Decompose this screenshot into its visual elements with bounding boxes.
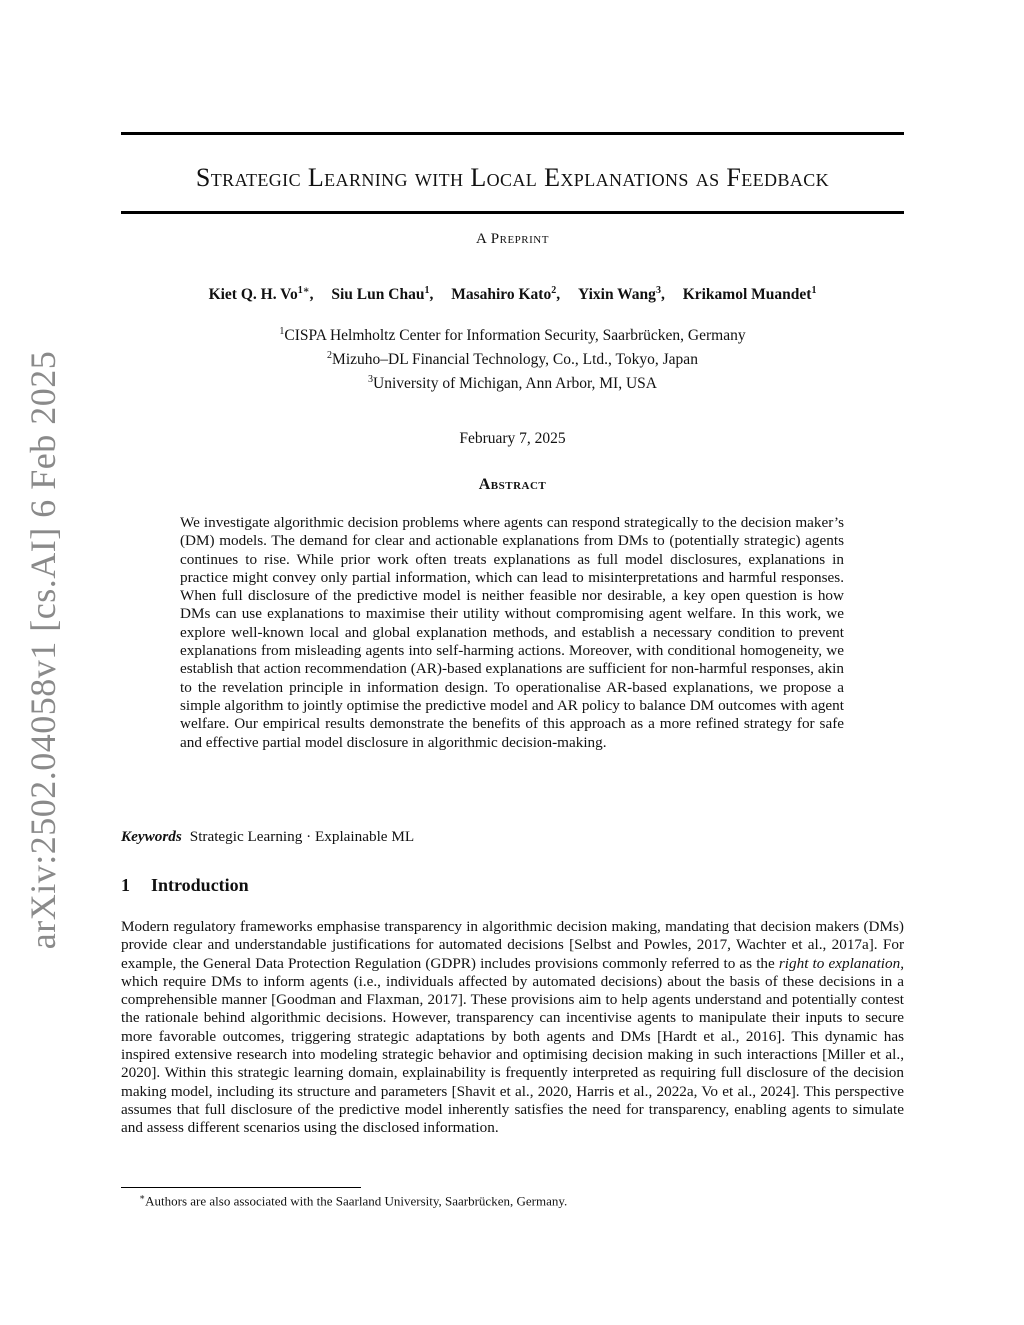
affiliation-mark: 1: [279, 326, 285, 337]
author: [683, 286, 817, 303]
footnote-mark: ∗: [139, 1192, 146, 1202]
author-mark: 1: [811, 285, 817, 296]
affiliation-text: CISPA Helmholtz Center for Information Security, Saarbrücken, Germany: [284, 327, 746, 345]
intro-text-part2: , which require DMs to inform agents (i.e., individuals affected by automated decisions) about the basis of these decisions in a comprehensible manner [Goodman and Flaxman, 2017]. These provisions aim to help agents understand and potentially contest the rationale behind algorithmic decisions. However, transparency can incentivise agents to manipulate their inputs to secure more favorable outcomes, triggering strategic adaptations by both agents and DMs [Hardt et al., 2016]. This dynamic has inspired extensive research into modeling strategic behavior and optimising decision making in such interactions [Miller et al., 2020]. Within this strategic learning domain, explainability is frequently interpreted as requiring full disclosure of the decision making model, including its structure and parameters [Shavit et al., 2020, Harris et al., 2022a, Vo et al., 2024]. This perspective assumes that full disclosure of the predictive model inherently satisfies the need for transparency, enabling agents to simulate and assess different scenarios using the disclosed information.: [121, 954, 904, 1137]
affiliation-mark: 3: [368, 374, 374, 386]
affiliation-mark: 2: [327, 350, 333, 362]
preprint-label: A Preprint: [476, 231, 549, 247]
author-mark: 3: [655, 285, 661, 296]
author-name: Siu Lun Chau: [331, 286, 425, 304]
intro-emphasis: right to explanation: [778, 954, 901, 972]
footnote-rule: [121, 1187, 361, 1188]
author: Masahiro Kato$^2$,: [451, 285, 561, 304]
author-name: Kiet Q. H. Vo: [208, 286, 298, 304]
title-bottom-rule: [121, 211, 904, 214]
author-list: [121, 285, 904, 304]
author: Yixin Wang$^3$,: [577, 285, 665, 304]
author-mark: 1: [424, 285, 430, 296]
affiliation-text: University of Michigan, Ann Arbor, MI, USA: [373, 375, 657, 393]
keywords-label: Keywords: [121, 828, 182, 845]
section-heading: [121, 875, 904, 896]
affiliation: [121, 346, 904, 370]
author-name: Yixin Wang: [577, 286, 656, 304]
section-title: Introduction: [151, 875, 249, 895]
abstract-heading: Abstract: [478, 476, 547, 493]
affiliation: [121, 322, 904, 346]
intro-paragraph: [121, 918, 904, 1138]
title-top-rule: [121, 132, 904, 135]
author-name: Krikamol Muandet: [682, 286, 812, 304]
author-mark: 1∗: [297, 285, 310, 296]
abstract-body: We investigate algorithmic decision problems where agents can respond strategically to the decision maker’s (DM) models. The demand for clear and actionable explanations from DMs to (potentially strategic) agents continues to rise. While prior work often treats explanations as full model disclosures, explanations in practice might convey only partial information, which can lead to misinterpretations and harmful responses. When full disclosure of the predictive model is neither feasible nor desirable, a key open question is how DMs can use explanations to maximise their utility without compromising agent welfare. In this work, we explore well-known local and global explanation methods, and establish a necessary condition to prevent explanations from misleading agents into self-harming actions. Moreover, with conditional homogeneity, we establish that action recommendation (AR)-based explanations are sufficient for non-harmful responses, akin to the revelation principle in information design. To operationalise AR-based explanations, we propose a simple algorithm to jointly optimise the predictive model and AR policy to balance DM outcomes with agent welfare. Our empirical results demonstrate the benefits of this approach as a more refined strategy for safe and effective partial model disclosure in algorithmic decision-making.: [180, 514, 844, 751]
affiliation: [121, 370, 904, 394]
affiliation-text: Mizuho–DL Financial Technology, Co., Ltd., Tokyo, Japan: [332, 351, 698, 369]
author: Kiet Q. H. $Vo^{1∗}$,: [208, 285, 314, 304]
arxiv-identifier: arXiv:2502.04058v1 [cs.AI] 6 Feb 2025: [23, 350, 63, 950]
footnote-text: Authors are also associated with the Saarland University, Saarbrücken, Germany.: [145, 1193, 568, 1209]
author-mark: 2: [551, 285, 557, 296]
keywords: [121, 828, 904, 846]
intro-text-part1: Modern regulatory frameworks emphasise transparency in algorithmic decision making, mandating that decision makers (DMs) provide clear and understandable justifications for automated decisions [Selbst and Powles, 2017, Wachter et al., 2017a]. For example, the General Data Protection Regulation (GDPR) includes provisions commonly referred to as the: [121, 918, 904, 972]
publication-date: February 7, 2025: [459, 430, 566, 447]
section-number: 1: [121, 875, 130, 895]
keywords-text: Strategic Learning · Explainable ML: [189, 828, 415, 845]
author: Siu Lun Chau$^1$,: [331, 285, 434, 304]
paper-title: Strategic Learning with Local Explanations as Feedback: [195, 163, 830, 192]
author-name: Masahiro Kato: [451, 286, 552, 304]
affiliation-list: [121, 322, 904, 394]
footnote: [139, 1192, 904, 1209]
